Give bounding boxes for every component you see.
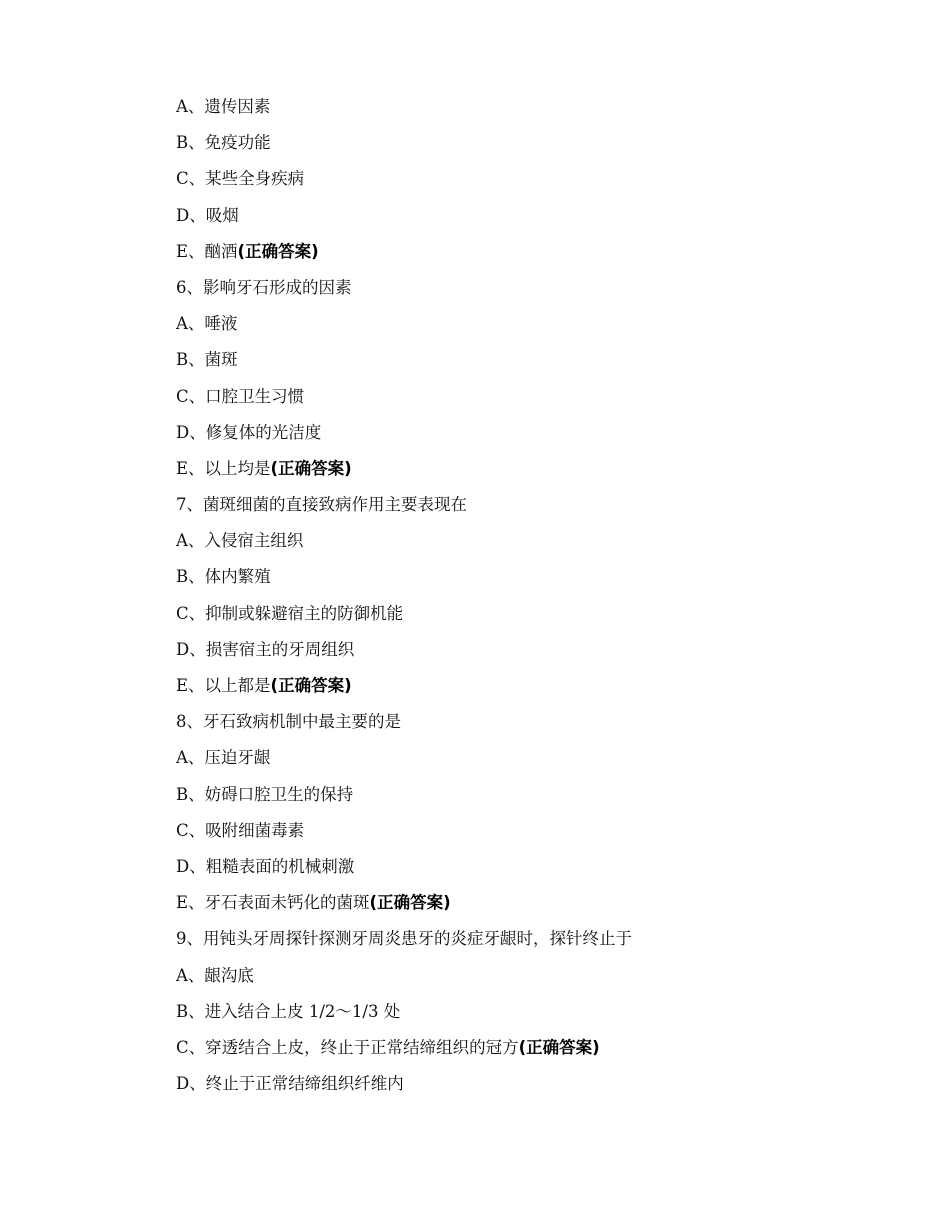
answer-option (176, 602, 876, 638)
answer-option (176, 167, 876, 203)
question-stem (176, 276, 876, 312)
option-text: C、抑制或躲避宿主的防御机能 (176, 603, 404, 623)
option-text: E、牙石表面未钙化的菌斑 (176, 893, 370, 913)
option-text: C、穿透结合上皮，终止于正常结缔组织的冠方 (176, 1037, 519, 1057)
answer-option (176, 964, 876, 1000)
option-text: B、菌斑 (176, 350, 238, 370)
option-text: E、以上均是 (176, 458, 271, 478)
answer-option (176, 457, 876, 493)
answer-option (176, 1036, 876, 1072)
option-text: B、体内繁殖 (176, 567, 271, 587)
question-stem (176, 927, 876, 963)
question-text: 7、菌斑细菌的直接致病作用主要表现在 (176, 495, 467, 515)
option-text: B、免疫功能 (176, 133, 271, 153)
option-text: E、酗酒 (176, 241, 238, 261)
answer-option (176, 348, 876, 384)
question-text: 9、用钝头牙周探针探测牙周炎患牙的炎症牙龈时，探针终止于 (176, 929, 632, 949)
correct-answer-label: (正确答案) (369, 893, 451, 913)
option-text: D、终止于正常结缔组织纤维内 (176, 1074, 404, 1094)
answer-option (176, 240, 876, 276)
answer-option (176, 783, 876, 819)
answer-option (176, 819, 876, 855)
option-text: A、唾液 (176, 314, 238, 334)
option-text: C、口腔卫生习惯 (176, 386, 305, 406)
question-text: 8、牙石致病机制中最主要的是 (176, 712, 401, 732)
option-text: A、龈沟底 (176, 965, 254, 985)
answer-option (176, 131, 876, 167)
answer-option (176, 674, 876, 710)
correct-answer-label: (正确答案) (270, 458, 352, 478)
answer-option (176, 385, 876, 421)
option-text: D、粗糙表面的机械刺激 (176, 856, 355, 876)
correct-answer-label: (正确答案) (518, 1037, 600, 1057)
option-text: A、压迫牙龈 (176, 748, 271, 768)
question-list (176, 95, 876, 1108)
answer-option (176, 95, 876, 131)
option-text: D、吸烟 (176, 205, 239, 225)
answer-option (176, 1072, 876, 1108)
answer-option (176, 746, 876, 782)
question-stem (176, 493, 876, 529)
option-text: B、进入结合上皮 1/2～1/3 处 (176, 1001, 401, 1021)
answer-option (176, 529, 876, 565)
option-text: E、以上都是 (176, 676, 271, 695)
correct-answer-label: (正确答案) (270, 676, 352, 695)
answer-option (176, 421, 876, 457)
option-text: D、损害宿主的牙周组织 (176, 639, 355, 659)
correct-answer-label: (正确答案) (237, 241, 319, 261)
option-text: B、妨碍口腔卫生的保持 (176, 784, 354, 804)
option-text: D、修复体的光洁度 (176, 422, 322, 442)
answer-option (176, 312, 876, 348)
option-text: A、遗传因素 (176, 97, 271, 116)
question-stem (176, 710, 876, 746)
option-text: C、某些全身疾病 (176, 169, 305, 189)
answer-option (176, 638, 876, 674)
option-text: A、入侵宿主组织 (176, 531, 304, 551)
answer-option (176, 1000, 876, 1036)
answer-option (176, 204, 876, 240)
answer-option (176, 855, 876, 891)
answer-option (176, 565, 876, 601)
question-text: 6、影响牙石形成的因素 (176, 277, 352, 297)
answer-option (176, 891, 876, 927)
option-text: C、吸附细菌毒素 (176, 820, 305, 840)
